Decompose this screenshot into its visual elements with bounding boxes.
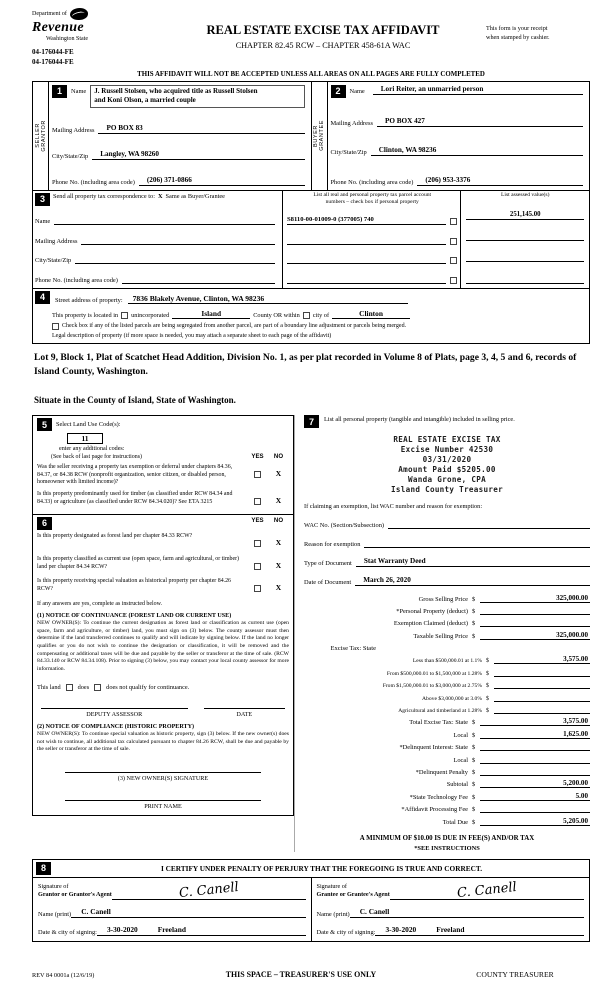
subtotal-value[interactable]: 5,200.00 (480, 779, 590, 788)
q-current-use-yes-checkbox[interactable] (254, 563, 261, 570)
buyer-name-value[interactable]: Lori Reiter, an unmarried person (373, 85, 583, 95)
city-checkbox[interactable] (303, 312, 310, 319)
does-qualify-checkbox[interactable] (66, 684, 73, 691)
buyer-side-label: BUYER GRANTEE (312, 82, 328, 190)
street-address-value[interactable]: 7836 Blakely Avenue, Clinton, WA 98236 (128, 294, 408, 304)
unincorporated-checkbox[interactable] (121, 312, 128, 319)
personal-property-checkbox-4[interactable] (450, 277, 457, 284)
grantee-name-print-value[interactable]: C. Canell (350, 907, 400, 918)
personal-property-checkbox-1[interactable] (450, 218, 457, 225)
question-tax-exemption: Was the seller receiving a property tax exemption or deferral under chapters 84.36, 84.37, or 84.38 RCW (nonprofit organization, senior citizen, or disabled person, homeowner with limited income)? (37, 463, 233, 486)
section-number-7: 7 (304, 415, 319, 428)
buyer-mailing-label: Mailing Address (330, 119, 373, 127)
assessed-value-3[interactable] (466, 253, 584, 262)
seller-side-label: SELLER GRANTOR (33, 82, 49, 190)
corr-city-label: City/State/Zip (35, 257, 72, 265)
row-total-due: Total Due $ 5,205.00 (442, 816, 588, 826)
if-yes-note: If any answers are yes, complete as instructed below. (37, 601, 162, 608)
buyer-city-value[interactable]: Clinton, WA 98236 (371, 146, 583, 156)
grantee-signature-script: C. Canell (456, 879, 518, 901)
gross-selling-price-value[interactable]: 325,000.00 (480, 594, 590, 603)
city-value[interactable]: Clinton (332, 309, 410, 319)
agricultural-value[interactable] (494, 705, 590, 714)
receipt-note: This form is your receipt when stamped by cashier. (486, 25, 550, 41)
logo-revenue-text: Revenue (32, 20, 84, 35)
personal-property-deduct-value[interactable] (480, 606, 590, 615)
seller-name-value[interactable]: J. Russell Stolsen, who acquired title as Russell Stolsen and Koni Olson, a married couple (90, 85, 304, 109)
county-treasurer-label: COUNTY TREASURER (476, 970, 554, 979)
legal-description-label: Legal description of property (if more space is needed, you may attach a separate sheet to each page of the affidavit) (52, 332, 332, 339)
local-tax-value[interactable]: 1,625.00 (480, 730, 590, 739)
assessed-header: List assessed value(s) (500, 191, 550, 198)
rate-1-1-value[interactable]: 3,575.00 (494, 655, 590, 664)
certification-section (32, 859, 590, 942)
q-current-use-no-x[interactable]: X (275, 560, 282, 570)
total-excise-state-value[interactable]: 3,575.00 (480, 717, 590, 726)
affidavit-processing-fee-value[interactable] (480, 804, 590, 813)
notice-continuance-title: (1) NOTICE OF CONTINUANCE (FOREST LAND OR CURRENT USE) (37, 613, 232, 620)
row-agricultural-timberland: Agricultural and timberland at 1.28% $ (304, 705, 590, 714)
yes-no-header-s6: YES NO (251, 516, 284, 524)
grantor-signature-script: C. Canell (178, 879, 240, 901)
buyer-city-label: City/State/Zip (330, 149, 367, 157)
stamp-treasurer-name: Wanda Grone, CPA (408, 474, 486, 484)
land-use-section (32, 415, 294, 514)
parties-section (32, 81, 590, 191)
assessed-value-4[interactable] (466, 275, 584, 284)
question-current-use: Is this property classified as current use (open space, farm and agricultural, or timber) land per chapter 84.34 RCW? (37, 555, 240, 570)
corr-name-input[interactable] (54, 215, 275, 225)
document-date-label: Date of Document (304, 578, 352, 586)
property-location-section (32, 289, 590, 344)
q-exemption-no-x[interactable]: X (275, 469, 282, 479)
assessed-value-1[interactable]: 251,145.00 (466, 211, 584, 220)
parcel-numbers-column (283, 191, 460, 288)
seller-mailing-label: Mailing Address (52, 126, 95, 134)
dor-logo (32, 8, 160, 42)
row-delinquent-interest-state: *Delinquent Interest: State $ (304, 742, 590, 751)
exemption-note: If claiming an exemption, list WAC number and reason for exemption: (304, 502, 483, 510)
stamp-excise-number: Excise Number 42530 (400, 445, 494, 455)
grantee-signature-field[interactable] (390, 881, 584, 900)
deputy-assessor-signature-line[interactable] (41, 708, 188, 709)
grantor-signature-label-2: Grantor or Grantor's Agent (38, 891, 112, 899)
wac-number-input[interactable] (388, 519, 590, 529)
unincorporated-label: unincorporated (131, 311, 170, 319)
row-affidavit-processing-fee: *Affidavit Processing Fee $ (304, 804, 590, 813)
page-footer (32, 970, 590, 979)
seller-mailing-value[interactable]: PO BOX 83 (98, 124, 304, 134)
row-delinquent-interest-local: Local $ (304, 755, 590, 764)
street-address-label: Street address of property: (55, 296, 123, 304)
this-land-label: This land (37, 684, 61, 692)
parcel-number-1[interactable]: S8110-00-01009-0 (377005) 740 (287, 216, 446, 225)
seller-name-label: Name (71, 87, 87, 95)
segregated-checkbox[interactable] (52, 323, 59, 330)
treasurer-stamp (304, 435, 590, 494)
form-title: REAL ESTATE EXCISE TAX AFFIDAVIT (206, 23, 440, 37)
row-delinquent-penalty: *Delinquent Penalty $ (304, 767, 590, 776)
row-total-excise-state: Total Excise Tax: State $ 3,575.00 (409, 717, 588, 727)
personal-property-checkbox-2[interactable] (450, 238, 457, 245)
perjury-statement: I CERTIFY UNDER PENALTY OF PERJURY THAT THE FOREGOING IS TRUE AND CORRECT. (160, 863, 483, 873)
same-as-buyer-x-mark[interactable]: X (157, 192, 163, 200)
situate-statement: Situate in the County of Island, State of Washington. (34, 395, 236, 406)
delinquent-penalty-value[interactable] (480, 767, 590, 776)
row-gross-selling-price: Gross Selling Price $ 325,000.00 (418, 593, 588, 603)
section-number-6: 6 (37, 517, 52, 530)
corr-city-input[interactable] (75, 254, 275, 264)
form-header (32, 8, 590, 68)
exemption-reason-label: Reason for exemption (304, 540, 361, 548)
document-type-value[interactable]: Stat Warranty Deed (356, 557, 590, 567)
logo-swoosh-icon (70, 8, 88, 20)
stamp-title: REAL ESTATE EXCISE TAX (393, 435, 501, 445)
corr-name-label: Name (35, 218, 51, 226)
exemption-reason-input[interactable] (364, 538, 590, 548)
land-use-label: Select Land Use Code(s): (56, 421, 121, 429)
exemption-claimed-value[interactable] (480, 618, 590, 627)
grantor-date-value[interactable]: 3-30-2020 (97, 925, 148, 936)
does-label: does (77, 684, 90, 692)
corr-phone-label: Phone No. (including area code) (35, 276, 118, 284)
county-or-label: County OR within (253, 311, 300, 319)
banner-warning: THIS AFFIDAVIT WILL NOT BE ACCEPTED UNLESS ALL AREAS ON ALL PAGES ARE FULLY COMPLETED (137, 70, 485, 78)
parcel-number-4[interactable] (287, 275, 446, 284)
see-back-note: (See back of last page for instructions) (51, 454, 142, 461)
legal-description-value[interactable]: Lot 9, Block 1, Plat of Scatchet Head Addition, Division No. 1, as per plat recorded in Volume 8 of Plats, page 3, 4, 5 and 6, records of Island County, Washington. (34, 351, 577, 377)
row-local: Local $ 1,625.00 (453, 729, 588, 739)
row-taxable-selling-price: Taxable Selling Price $ 325,000.00 (413, 630, 588, 640)
notice-compliance-body: NEW OWNER(S): To continue special valuation as historic property, sign (3) below. If the new owner(s) does not wish to continue, all additional tax calculated pursuant to chapter 84.26 RCW, shall be due and payable by the seller or transferor at the time of sale. (37, 731, 289, 753)
assessed-value-2[interactable] (466, 232, 584, 241)
grantor-signature-label-1: Signature of (38, 882, 69, 890)
corr-mailing-input[interactable] (81, 235, 275, 245)
does-not-label: does not qualify for continuance. (106, 684, 190, 692)
section-number-5: 5 (37, 418, 52, 431)
buyer-phone-value[interactable]: (206) 953-3376 (417, 176, 583, 186)
personal-property-label: List all personal property (tangible and intangible) included in selling price. (324, 416, 515, 424)
seller-city-value[interactable]: Langley, WA 98260 (92, 150, 304, 160)
question-forest-land: Is this property designated as forest land per chapter 84.33 RCW? (37, 533, 193, 540)
row-rate-1-1: Less than $500,000.01 at 1.1% $ 3,575.00 (412, 655, 588, 665)
send-correspondence-label: Send all property tax correspondence to: (53, 192, 155, 200)
q-historical-yes-checkbox[interactable] (254, 585, 261, 592)
section-number-1: 1 (52, 85, 67, 98)
section-number-8: 8 (36, 862, 51, 875)
same-as-buyer-label: Same as Buyer/Grantee (165, 192, 225, 200)
q-timber-yes-checkbox[interactable] (254, 498, 261, 505)
corr-mailing-label: Mailing Address (35, 237, 78, 245)
personal-property-checkbox-3[interactable] (450, 257, 457, 264)
yes-no-header-s5: YES NO (251, 453, 284, 461)
grantor-signature-field[interactable] (112, 881, 306, 900)
delinquent-interest-state-value[interactable] (480, 742, 590, 751)
form-number-2: 04-176044-FE (32, 57, 74, 66)
section-number-2: 2 (331, 85, 346, 98)
grantee-name-print-label: Name (print) (316, 910, 350, 918)
q-historical-no-x[interactable]: X (275, 583, 282, 593)
form-numbers (32, 48, 160, 68)
question-historical: Is this property receiving special valuation as historical property per chapter 84.26 RCW? (37, 578, 231, 592)
see-instructions-note: *SEE INSTRUCTIONS (414, 844, 480, 852)
form-number-1: 04-176044-FE (32, 48, 74, 56)
grantor-date-label: Date & city of signing: (38, 928, 97, 936)
seller-phone-label: Phone No. (including area code) (52, 178, 135, 186)
excise-tax-table (304, 594, 590, 826)
grantee-city-value[interactable]: Freeland (426, 925, 474, 936)
document-type-label: Type of Document (304, 559, 352, 567)
grantee-date-value[interactable]: 3-30-2020 (375, 925, 426, 936)
seller-phone-value[interactable]: (206) 371-0866 (139, 176, 305, 186)
rate-3-0-value[interactable] (494, 693, 590, 702)
print-name-line[interactable] (65, 800, 262, 801)
located-in-label: This property is located in (52, 311, 119, 319)
parcel-number-3[interactable] (287, 255, 446, 264)
row-personal-property-deduct: *Personal Property (deduct) $ (304, 606, 590, 615)
grantee-signature-label-2: Grantee or Grantee's Agent (316, 891, 390, 899)
buyer-section (311, 82, 590, 190)
grantee-date-label: Date & city of signing: (316, 928, 376, 936)
parcel-header-line1: List all real and personal property tax parcel account (313, 191, 432, 198)
wac-number-label: WAC No. (Section/Subsection) (304, 521, 385, 529)
q-forest-yes-checkbox[interactable] (254, 540, 261, 547)
new-owner-signature-label: (3) NEW OWNER(S) SIGNATURE (117, 775, 209, 782)
row-exemption-claimed: Exemption Claimed (deduct) $ (304, 618, 590, 627)
logo-state-text: Washington State (46, 36, 89, 42)
parcel-number-2[interactable] (287, 236, 446, 245)
row-state-technology-fee: *State Technology Fee $ 5.00 (409, 791, 588, 801)
parcel-header-line2: numbers – check box if personal property (325, 198, 419, 205)
state-technology-fee-value[interactable]: 5.00 (480, 792, 590, 801)
corr-phone-input[interactable] (122, 274, 275, 284)
q-forest-no-x[interactable]: X (275, 538, 282, 548)
grantor-city-value[interactable]: Freeland (148, 925, 196, 936)
rate-1-28-value[interactable] (494, 668, 590, 677)
minimum-fee-note: A MINIMUM OF $10.00 IS DUE IN FEE(S) AND/OR TAX (359, 834, 535, 842)
land-use-code-value[interactable]: 11 (67, 433, 103, 444)
form-revision: REV 84 0001a (12/6/19) (32, 972, 95, 979)
grantee-signature-block (311, 878, 590, 941)
buyer-mailing-value[interactable]: PO BOX 427 (377, 117, 583, 127)
treasurer-space-label: THIS SPACE – TREASURER'S USE ONLY (225, 970, 377, 979)
additional-codes-label: enter any additional codes: (59, 446, 125, 453)
print-name-label: PRINT NAME (144, 803, 182, 810)
seller-city-label: City/State/Zip (52, 152, 89, 160)
excise-tax-section (294, 415, 590, 851)
does-not-qualify-checkbox[interactable] (94, 684, 101, 691)
section-number-3: 3 (35, 193, 50, 206)
document-date-value[interactable]: March 26, 2020 (355, 576, 590, 586)
stamp-amount-paid: Amount Paid $5205.00 (398, 464, 496, 474)
stamp-date: 03/31/2020 (422, 455, 472, 465)
seller-section (33, 82, 311, 190)
q-timber-no-x[interactable]: X (275, 495, 282, 505)
row-rate-3-0: Above $3,000,000 at 3.0% $ (304, 693, 590, 702)
form-subtitle: CHAPTER 82.45 RCW – CHAPTER 458-61A WAC (235, 41, 411, 50)
stamp-treasurer-title: Island County Treasurer (390, 484, 504, 494)
rate-2-75-value[interactable] (494, 680, 590, 689)
deputy-date-line[interactable] (204, 708, 285, 709)
segregated-label: Check box if any of the listed parcels are being segregated from another parcel, are part of a boundary line adjustment or parcels being merged. (62, 322, 407, 329)
grantor-signature-block (33, 878, 311, 941)
total-due-value[interactable]: 5,205.00 (480, 817, 590, 826)
row-rate-1-28: From $500,000.01 to $1,500,000 at 1.28% $ (304, 668, 590, 677)
deputy-date-label: DATE (236, 711, 253, 719)
buyer-phone-label: Phone No. (including area code) (330, 178, 414, 186)
grantor-name-print-value[interactable]: C. Canell (71, 907, 121, 918)
city-of-label: city of (312, 311, 330, 319)
buyer-name-label: Name (349, 87, 365, 95)
row-excise-tax-state-header: Excise Tax: State (330, 645, 376, 653)
grantor-name-print-label: Name (print) (38, 910, 72, 918)
logo-dept-text: Department of (32, 11, 67, 17)
row-rate-2-75: From $1,500,000.01 to $3,000,000 at 2.75% $ (304, 680, 590, 689)
section-number-4: 4 (35, 291, 50, 304)
delinquent-interest-local-value[interactable] (480, 755, 590, 764)
county-value[interactable]: Island (172, 309, 250, 319)
correspondence-section (32, 191, 590, 289)
question-timber-use: Is this property predominantly used for timber (as classified under RCW 84.34 and 84.33) or agriculture (as classified under RCW 84.34.020)? See ETA 3215 (37, 490, 233, 505)
assessed-values-column (460, 191, 589, 288)
notice-continuance-body: NEW OWNER(S): To continue the current designation as forest land or classification as current use (open space, farm and agriculture, or timber) land, you must sign on (3) below. The county assessor must then determine if the land transferred continues to qualify and will indicate by signing below. If the land no longer qualifies or you do not wish to continue the designation or classification, it will be removed and the compensating or additional taxes will be due and payable by the seller or transferor at the time of sale. (RCW 84.33.140 or RCW 84.34.108). Prior to signing (3) below, you may contact your local county assessor for more information. (37, 620, 289, 672)
notice-compliance-title: (2) NOTICE OF COMPLIANCE (HISTORIC PROPERTY) (37, 724, 195, 731)
deputy-assessor-label: DEPUTY ASSESSOR (86, 711, 143, 719)
grantee-signature-label-1: Signature of (316, 882, 347, 890)
new-owner-signature-line[interactable] (65, 772, 262, 773)
row-subtotal: Subtotal $ 5,200.00 (446, 779, 588, 789)
q-exemption-yes-checkbox[interactable] (254, 471, 261, 478)
taxable-selling-price-value[interactable]: 325,000.00 (480, 631, 590, 640)
designation-section (32, 515, 294, 816)
